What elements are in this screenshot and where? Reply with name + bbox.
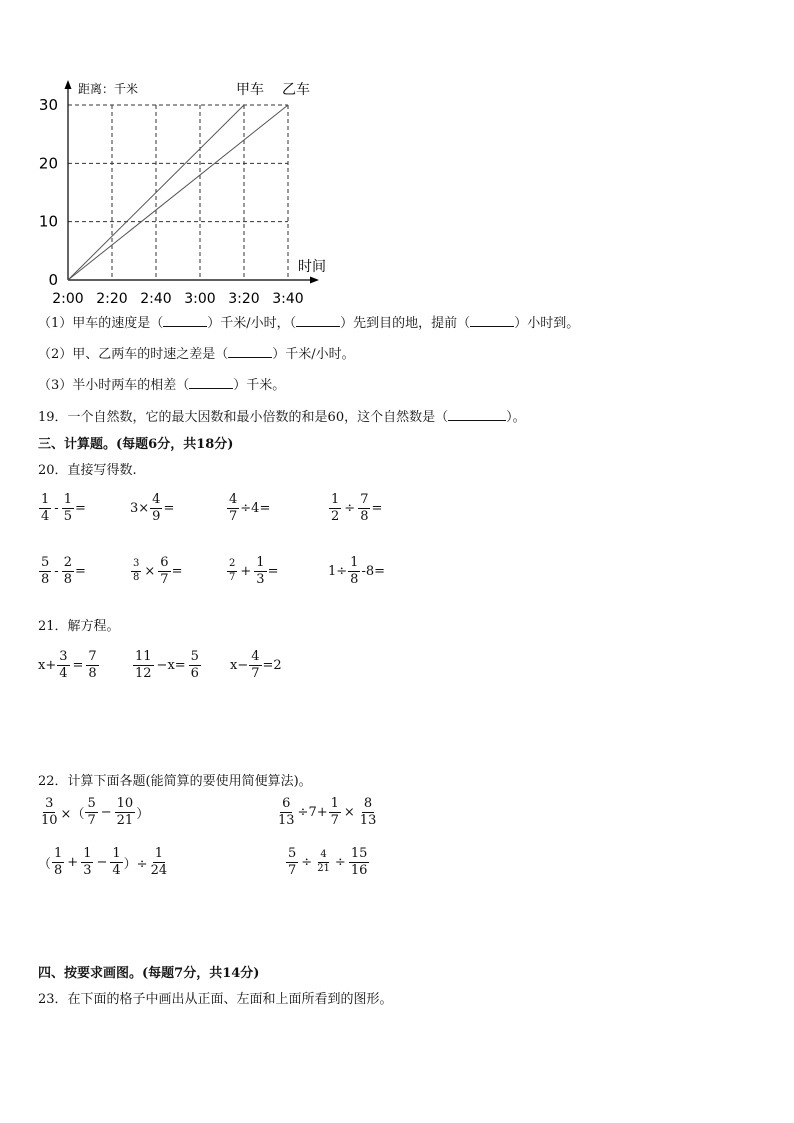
q21-equation-3: x− $\frac{4}{7}$ =2 bbox=[230, 649, 282, 681]
q18-p2-text-b: ）千米/小时。 bbox=[272, 347, 355, 362]
x-tick-label: 2:40 bbox=[140, 291, 172, 307]
q22-expr-2: $\frac{6}{13}$ ÷7+ $\frac{1}{7}$ × $\frac{8}{13}$ bbox=[278, 796, 377, 828]
answer-blank[interactable] bbox=[228, 345, 272, 358]
q18-part2 bbox=[38, 343, 355, 362]
y-axis-label: 距离：千米 bbox=[78, 82, 139, 96]
q22-expr-1: $\frac{3}{10}$ ×（ $\frac{5}{7}$ − $\frac{10}{21}$ ） bbox=[41, 796, 150, 828]
y-axis-arrow bbox=[65, 80, 72, 89]
x-axis-label: 时间 bbox=[298, 259, 326, 275]
q20-expr-5: $\frac{5}{8}$ - $\frac{2}{8}$ = bbox=[41, 555, 86, 587]
q18-part1 bbox=[38, 312, 579, 331]
q22-expr-3: （ $\frac{1}{8}$ + $\frac{1}{3}$ − $\frac{1}{4}$ ）÷ $\frac{1}{24}$ bbox=[38, 846, 168, 878]
q19 bbox=[38, 406, 526, 425]
q20-expr-7: $\frac{2}{7}$ + $\frac{1}{3}$ = bbox=[229, 555, 279, 587]
q22-title: 22．计算下面各题(能简算的要使用简便算法)。 bbox=[38, 774, 312, 789]
chart-series bbox=[68, 105, 288, 280]
q18-p3-text-b: ）千米。 bbox=[233, 378, 286, 393]
q19-text-a: 19．一个自然数，它的最大因数和最小倍数的和是60，这个自然数是（ bbox=[38, 410, 449, 425]
y-tick-label: 20 bbox=[38, 154, 58, 173]
q22-expr-4: $\frac{5}{7}$ ÷ $\frac{4}{21}$ ÷ $\frac{15}{16}$ bbox=[288, 846, 368, 878]
q21-title: 21．解方程。 bbox=[38, 619, 120, 634]
chart-ticks bbox=[39, 96, 304, 307]
answer-blank[interactable] bbox=[296, 314, 340, 327]
x-tick-label: 3:00 bbox=[184, 291, 216, 307]
x-axis-arrow bbox=[310, 277, 319, 284]
series-line-yi bbox=[68, 105, 288, 280]
x-tick-label: 2:00 bbox=[52, 291, 84, 307]
q20-expr-2: 3× $\frac{4}{9}$ = bbox=[130, 492, 175, 524]
answer-blank[interactable] bbox=[189, 376, 233, 389]
q18-p1-text-d: ）小时到。 bbox=[514, 316, 580, 331]
q18-p1-text-a: （1）甲车的速度是（ bbox=[38, 316, 164, 331]
x-tick-label: 3:40 bbox=[272, 291, 304, 307]
q23: 23．在下面的格子中画出从正面、左面和上面所看到的图形。 bbox=[38, 992, 393, 1007]
q18-p1-text-c: ）先到目的地，提前（ bbox=[340, 316, 471, 331]
q18-p3-text-a: （3）半小时两车的相差（ bbox=[38, 378, 190, 393]
q18-p2-text-a: （2）甲、乙两车的时速之差是（ bbox=[38, 347, 229, 362]
q20-expr-8: 1÷ $\frac{1}{8}$ -8= bbox=[328, 555, 386, 587]
q18-p1-text-b: ）千米/小时，（ bbox=[207, 316, 297, 331]
y-tick-label: 0 bbox=[48, 271, 58, 289]
q20-expr-4: $\frac{1}{2}$ ÷ $\frac{7}{8}$ = bbox=[331, 492, 383, 524]
x-tick-label: 3:20 bbox=[228, 291, 260, 307]
q21-equation-2: $\frac{11}{12}$ −x= $\frac{5}{6}$ bbox=[135, 649, 199, 681]
y-tick-label: 10 bbox=[38, 212, 58, 231]
answer-blank[interactable] bbox=[470, 314, 514, 327]
q19-text-b: ）。 bbox=[506, 410, 526, 425]
answer-blank[interactable] bbox=[448, 408, 506, 421]
answer-blank[interactable] bbox=[163, 314, 207, 327]
y-tick-label: 30 bbox=[38, 96, 58, 114]
legend-label-jia: 甲车 bbox=[236, 82, 264, 98]
q20-expr-6: $\frac{3}{8}$ × $\frac{6}{7}$ = bbox=[133, 555, 183, 587]
q20-title: 20．直接写得数. bbox=[38, 463, 137, 478]
distance-time-chart bbox=[30, 75, 350, 310]
section-4-heading: 四、按要求画图。(每题7分，共14分) bbox=[38, 966, 260, 981]
legend-label-yi: 乙车 bbox=[282, 82, 310, 98]
q20-expr-1: $\frac{1}{4}$ - $\frac{1}{5}$ = bbox=[41, 492, 86, 524]
q18-part3 bbox=[38, 374, 285, 393]
x-tick-label: 2:20 bbox=[96, 291, 128, 307]
q21-equation-1: x+ $\frac{3}{4}$ = $\frac{7}{8}$ bbox=[38, 649, 97, 681]
q20-expr-3: $\frac{4}{7}$ ÷4= bbox=[229, 492, 271, 524]
section-3-heading: 三、计算题。(每题6分，共18分) bbox=[38, 437, 234, 452]
